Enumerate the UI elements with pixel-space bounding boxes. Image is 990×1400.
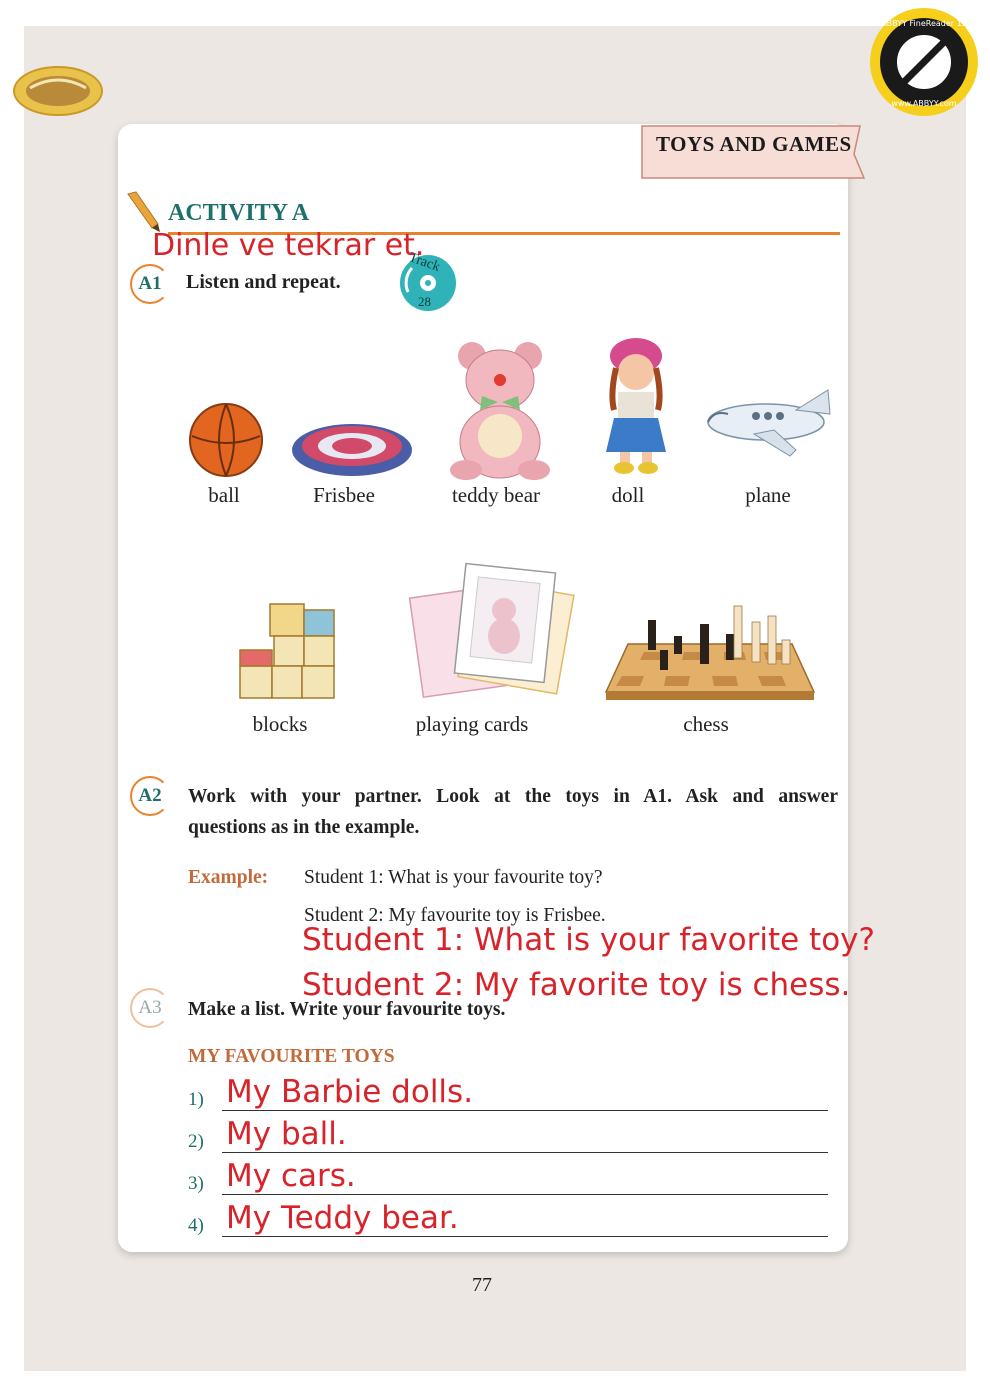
list-item-number: 2) xyxy=(188,1131,204,1152)
handwritten-answer-line1: Student 1: What is your favorite toy? xyxy=(302,922,875,958)
a1-number-badge: A1 xyxy=(130,264,170,304)
plane-image xyxy=(704,386,834,460)
favourite-toys-heading: MY FAVOURITE TOYS xyxy=(188,1046,395,1067)
track-number: 28 xyxy=(418,294,431,309)
label-ball: ball xyxy=(208,483,240,507)
page-number: 77 xyxy=(472,1274,492,1296)
a3-instruction: Make a list. Write your favourite toys. xyxy=(188,999,506,1020)
playing-cards-image xyxy=(406,550,576,700)
doll-image xyxy=(596,334,676,476)
label-playing-cards: playing cards xyxy=(415,712,529,736)
answer-line xyxy=(222,1152,828,1153)
answer-line xyxy=(222,1194,828,1195)
example-line2: Student 2: My favourite toy is Frisbee. xyxy=(304,905,606,926)
a2-instruction-line2: questions as in the example. xyxy=(188,817,420,838)
list-item-number: 1) xyxy=(188,1089,204,1110)
label-blocks: blocks xyxy=(252,712,308,736)
abbyy-seal-icon xyxy=(868,6,980,118)
handwritten-translation: Dinle ve tekrar et. xyxy=(152,228,425,263)
teddy-bear-image xyxy=(440,338,560,484)
label-chess: chess xyxy=(683,712,729,736)
svg-text:ABBYY FineReader 15: ABBYY FineReader 15 xyxy=(881,19,967,28)
a3-number-badge: A3 xyxy=(130,988,170,1028)
svg-text:www.ABBYY.com: www.ABBYY.com xyxy=(891,99,957,108)
handwritten-answer-line2: Student 2: My favorite toy is chess. xyxy=(302,967,851,1003)
list-item-answer: My Barbie dolls. xyxy=(226,1074,474,1110)
list-item-answer: My Teddy bear. xyxy=(226,1200,459,1236)
track-label: Track xyxy=(406,249,442,276)
a1-instruction: Listen and repeat. xyxy=(186,271,341,293)
example-label: Example: xyxy=(188,867,269,888)
list-item-answer: My cars. xyxy=(226,1158,356,1194)
blocks-image xyxy=(236,600,342,704)
label-doll: doll xyxy=(611,483,645,507)
label-plane: plane xyxy=(745,483,791,507)
label-teddy-bear: teddy bear xyxy=(451,483,541,507)
answer-line xyxy=(222,1110,828,1111)
activity-title: ACTIVITY A xyxy=(168,200,310,226)
frisbee-image xyxy=(290,418,414,478)
list-item-number: 4) xyxy=(188,1215,204,1236)
a2-number-badge: A2 xyxy=(130,776,170,816)
a2-instruction-line1: Work with your partner. Look at the toys in A1. Ask and answer xyxy=(188,786,838,807)
answer-line xyxy=(222,1236,828,1237)
list-item-answer: My ball. xyxy=(226,1116,347,1152)
example-line1: Student 1: What is your favourite toy? xyxy=(304,867,603,888)
section-title: TOYS AND GAMES xyxy=(656,132,852,156)
publisher-badge-icon xyxy=(10,58,106,124)
chess-image xyxy=(604,600,816,702)
list-item-number: 3) xyxy=(188,1173,204,1194)
ball-image xyxy=(184,400,268,480)
label-frisbee: Frisbee xyxy=(313,483,375,507)
